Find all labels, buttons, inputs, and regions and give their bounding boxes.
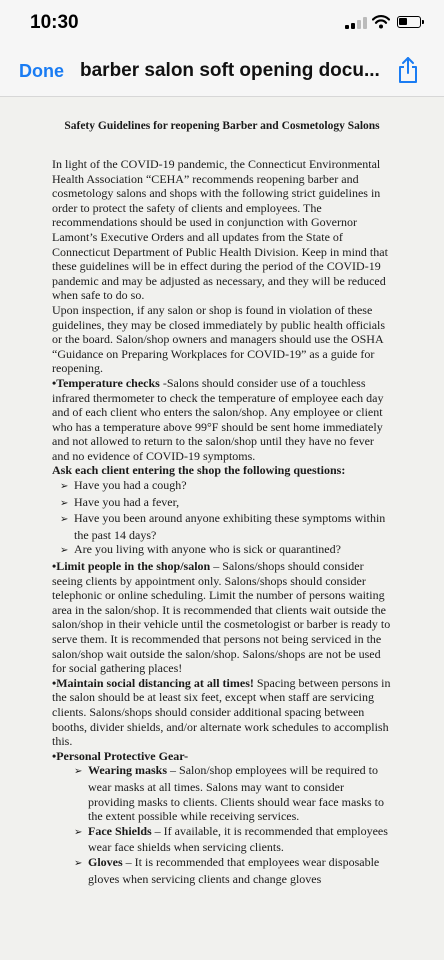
masks-text: – Salon/shop employees will be required to wear masks at all times. Salons may want to consider providing masks to clients. Clients should wear face masks to the extent possible while receiving services. [88, 763, 384, 824]
document-heading: Safety Guidelines for reopening Barber and Cosmetology Salons [64, 120, 380, 132]
limit-people-title: • Limit people in the shop/salon [52, 559, 210, 573]
temperature-text: -Salons should consider use of a touchless infrared thermometer to check the temperature of employee each day and of each client who enters the salon/shop. Any employee or client who has a temperature above 99°F should be sent home immediately and not allowed to return to the salon/shop until they have no fever and no evidence of COVID-19 symptoms. [52, 375, 384, 463]
ppe-heading: • Personal Protective Gear- [52, 749, 392, 764]
temperature-section [52, 376, 392, 464]
gloves-title: Gloves [88, 854, 123, 869]
face-shields-text: – If available, it is recommended that employees wear face shields when servicing clients. [88, 823, 388, 855]
share-icon[interactable] [396, 56, 420, 84]
intro-paragraph: In light of the COVID-19 pandemic, the Connecticut Environmental Health Association “CEHA” recommends reopening barber and cosmetology salons and shops with the following strict guidelines in order to protect the safety of clients and employees. The recommendations should be used in conjunction with Governor Lamont’s Executive Orders and all updates from the State of Connecticut Department of Public Health Division. Keep in mind that these guidelines will be in effect during the period of the COVID-19 pandemic and may be adjusted as necessary, and they will be reduced when safe to do so. [52, 157, 388, 303]
cellular-signal-icon [345, 17, 367, 29]
masks-item [52, 763, 392, 823]
status-bar [0, 0, 444, 44]
masks-title: Wearing masks [88, 763, 168, 778]
done-button[interactable]: Done [19, 61, 64, 81]
question-item: ➢ Are you living with anyone who is sick or quarantined? [52, 542, 392, 559]
social-distancing-title: • Maintain social distancing at all times! [52, 676, 254, 690]
question-item: ➢ Have you had a cough? [52, 478, 392, 495]
document-viewer[interactable] [0, 97, 444, 960]
limit-people-section [52, 559, 392, 676]
wifi-icon [372, 14, 390, 30]
inspection-paragraph: Upon inspection, if any salon or shop is found in violation of these guidelines, they may be closed immediately by public health officials or the board. Salon/shop owners and managers should use the OSHA “Guidance on Preparing Workplaces for COVID-19” as a guide for reopening. [52, 302, 386, 376]
limit-people-text: – Salons/shops should consider seeing clients by appointment only. Salons/shops should consider telephonic or online scheduling. Limit the number of persons waiting area in the salon/shop. It is recommended that clients wait outside the salon/shop in their vehicle until the cosmetologist or barber is ready to serve them. It is recommended that persons not being serviced in the salon/shop wait outside the salon/shop. Salons/shops are not be used for social gathering places! [52, 559, 391, 676]
gloves-text: – It is recommended that employees wear disposable gloves when servicing clients and change gloves [88, 854, 380, 886]
temperature-title: • Temperature checks [52, 376, 160, 390]
questions-heading: Ask each client entering the shop the following questions: [52, 463, 346, 478]
social-distancing-section [52, 676, 392, 749]
question-item: ➢ Have you had a fever, [52, 495, 392, 512]
face-shields-title: Face Shields [88, 823, 152, 838]
battery-icon [397, 16, 421, 28]
status-time: 10:30 [30, 12, 79, 33]
social-distancing-text: Spacing between persons in the salon should be at least six feet, except when staff are servicing clients. Salons/shops should consider additional spacing between booths, divider shields, and/or alternate work schedules to accomplish this. [52, 675, 391, 749]
document-page [52, 119, 392, 886]
gloves-item [52, 855, 392, 886]
question-item: ➢ Have you been around anyone exhibiting these symptoms within the past 14 days? [52, 511, 392, 542]
navigation-bar [0, 44, 444, 97]
face-shields-item [52, 824, 392, 855]
document-title: barber salon soft opening docu... [80, 60, 380, 81]
